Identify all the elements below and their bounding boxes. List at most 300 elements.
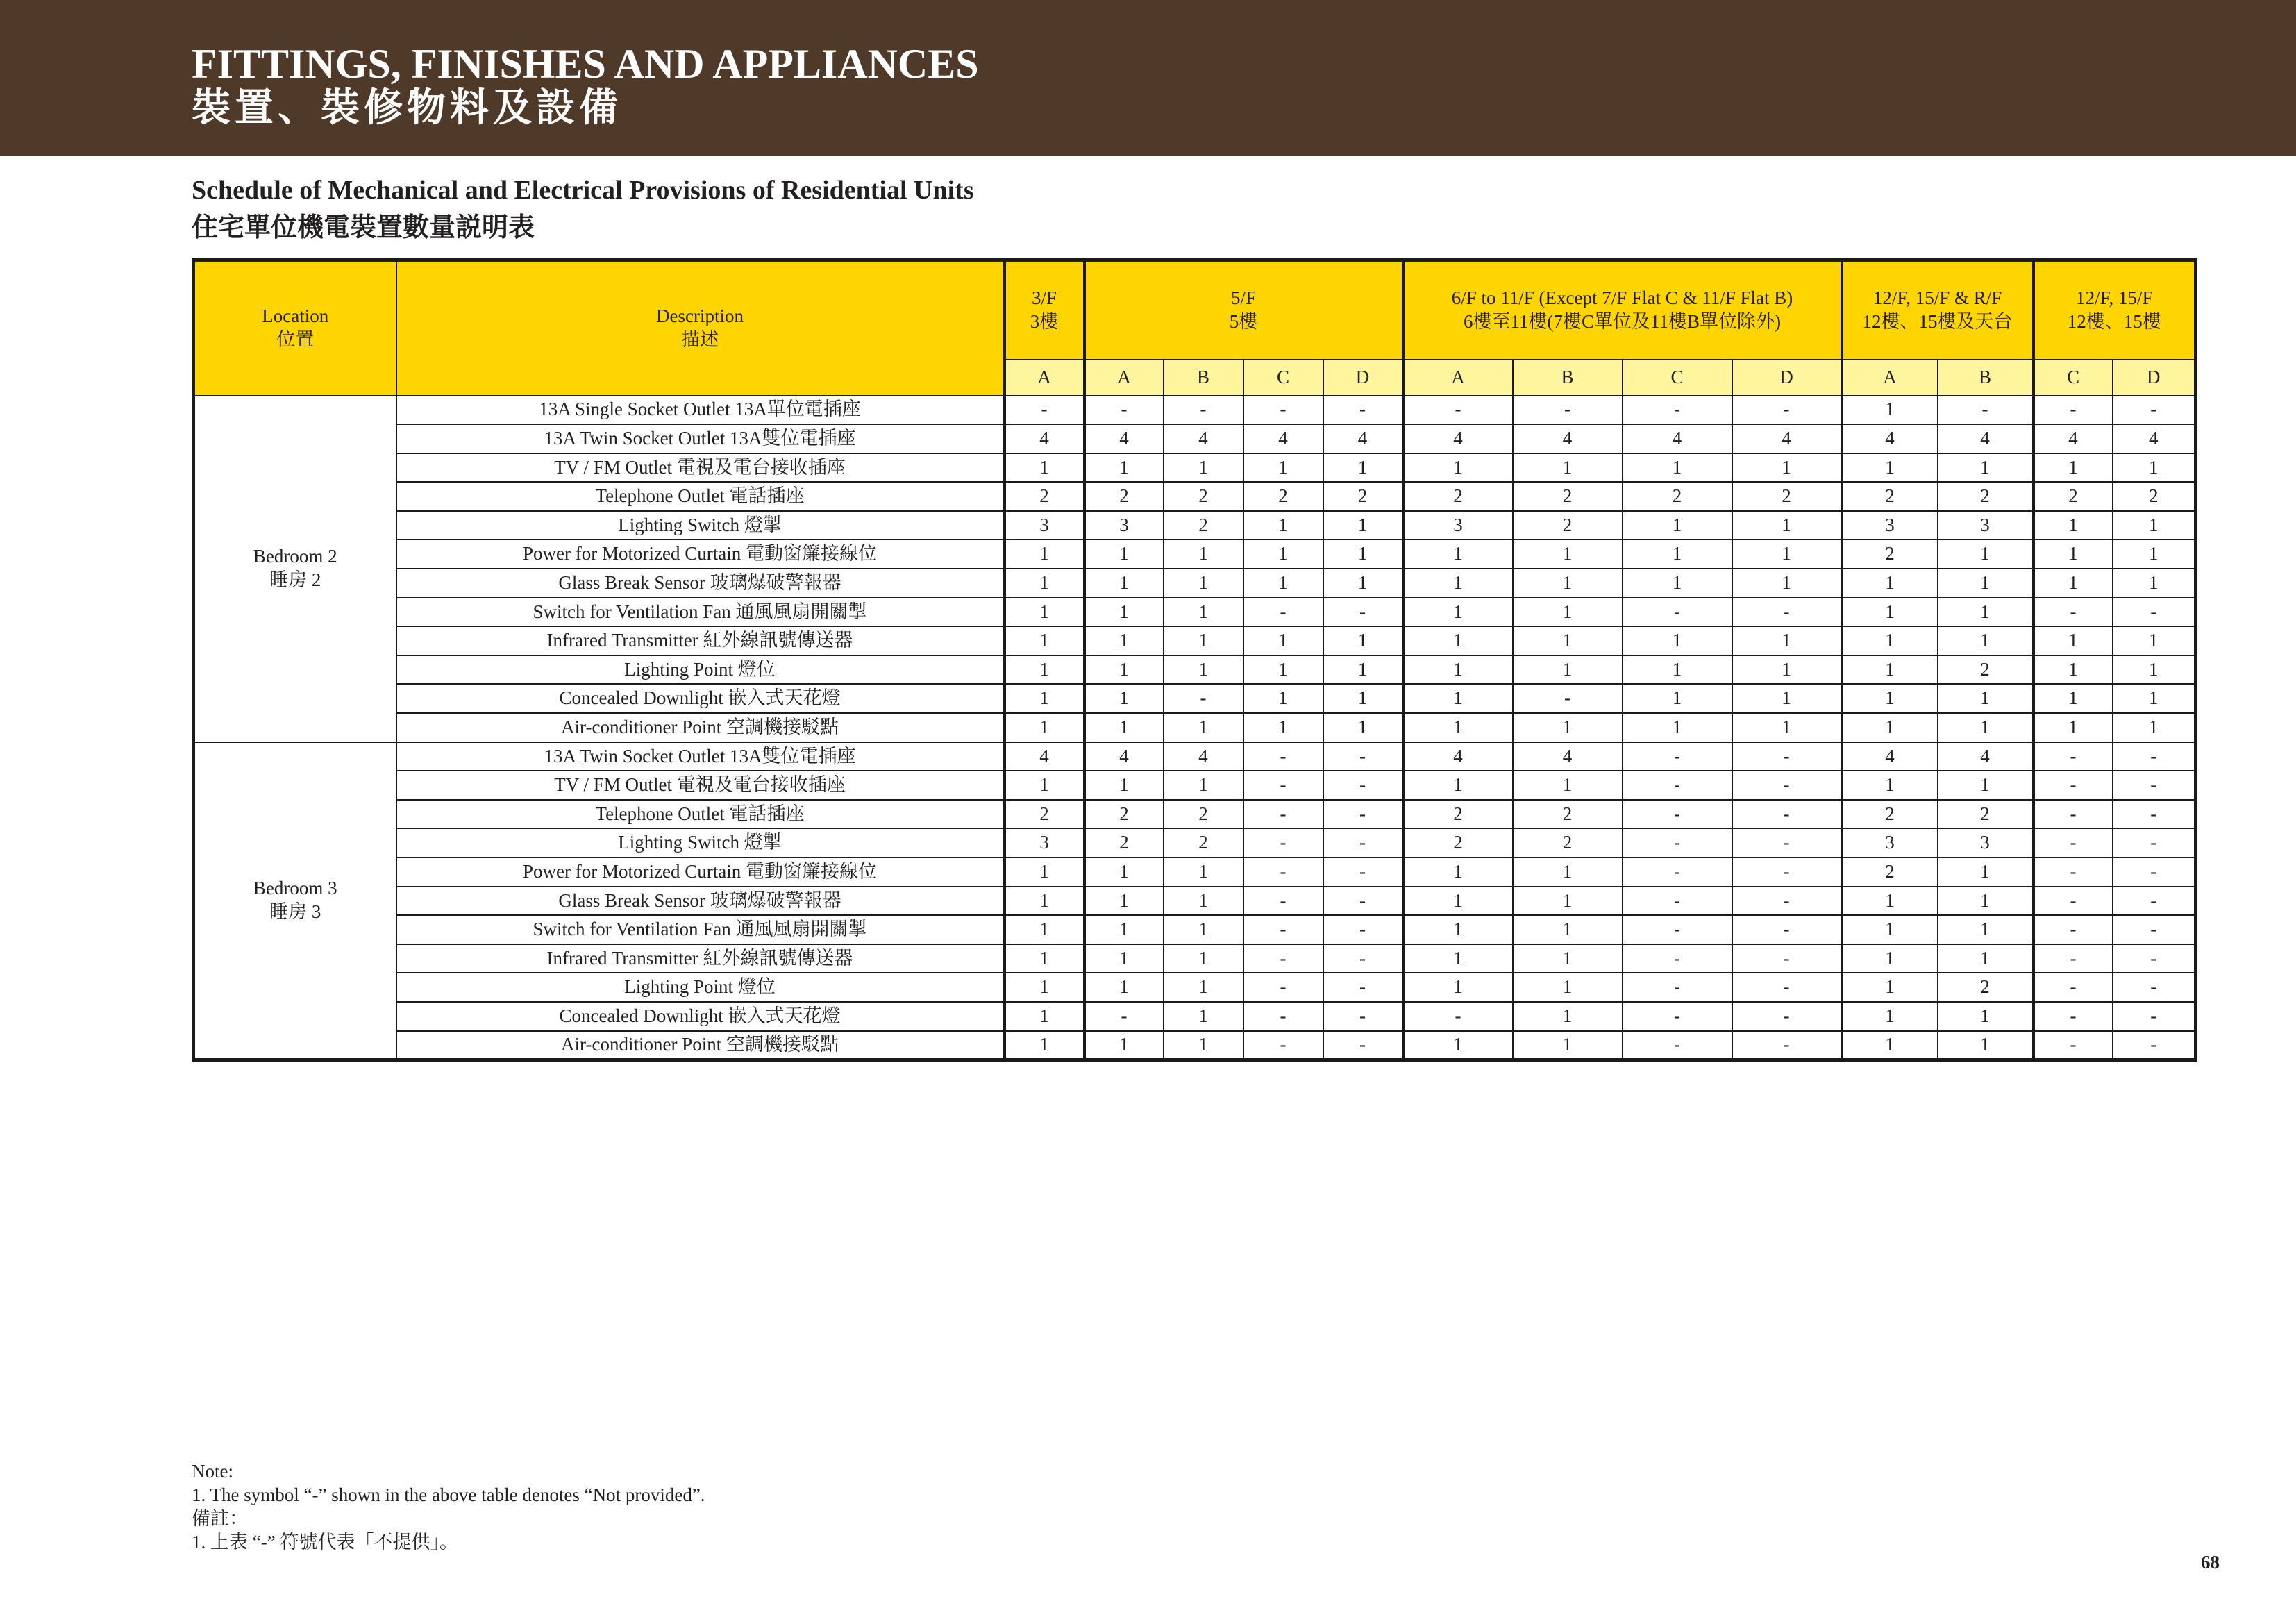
value-cell: - — [1084, 396, 1164, 425]
value-cell: 2 — [1842, 539, 1938, 569]
value-cell: 1 — [1323, 684, 1403, 713]
value-cell: 1 — [1164, 626, 1243, 655]
value-cell: - — [1243, 973, 1323, 1002]
value-cell: 1 — [2113, 713, 2196, 742]
value-cell: 3 — [1842, 511, 1938, 540]
flat-header: B — [1938, 360, 2034, 396]
value-cell: 1 — [1938, 915, 2034, 944]
value-cell: 1 — [1005, 713, 1084, 742]
value-cell: 1 — [1623, 453, 1732, 483]
table-row — [194, 684, 2196, 713]
value-cell: - — [1623, 944, 1732, 973]
value-cell: 4 — [1842, 424, 1938, 453]
value-cell: 1 — [2113, 569, 2196, 598]
value-cell: 1 — [1323, 453, 1403, 483]
description-cell: Lighting Switch 燈掣 — [396, 828, 1005, 857]
value-cell: - — [2113, 915, 2196, 944]
value-cell: 4 — [1084, 742, 1164, 771]
value-cell: 3 — [1403, 511, 1513, 540]
value-cell: - — [2113, 887, 2196, 916]
value-cell: 1 — [1513, 713, 1623, 742]
value-cell: - — [2113, 973, 2196, 1002]
value-cell: 1 — [1164, 453, 1243, 483]
table-row — [194, 511, 2196, 540]
value-cell: 2 — [1938, 973, 2034, 1002]
value-cell: 1 — [1513, 598, 1623, 627]
floor-group-header: 3/F 3樓 — [1005, 260, 1084, 360]
value-cell: 2 — [1938, 482, 2034, 511]
value-cell: - — [1243, 598, 1323, 627]
value-cell: 1 — [1243, 684, 1323, 713]
value-cell: - — [1243, 887, 1323, 916]
value-cell: 1 — [1403, 771, 1513, 800]
value-cell: 1 — [1732, 655, 1842, 685]
value-cell: 1 — [1513, 453, 1623, 483]
value-cell: 3 — [1084, 511, 1164, 540]
value-cell: 1 — [1084, 1031, 1164, 1060]
table-row — [194, 742, 2196, 771]
value-cell: - — [2113, 944, 2196, 973]
value-cell: 1 — [1842, 1031, 1938, 1060]
value-cell: - — [1732, 800, 1842, 829]
table-row — [194, 539, 2196, 569]
value-cell: 2 — [1084, 482, 1164, 511]
value-cell: 1 — [1243, 569, 1323, 598]
value-cell: 1 — [1938, 626, 2034, 655]
value-cell: - — [1513, 396, 1623, 425]
description-cell: TV / FM Outlet 電視及電台接收插座 — [396, 453, 1005, 483]
value-cell: - — [1513, 684, 1623, 713]
floor-group-header: 6/F to 11/F (Except 7/F Flat C & 11/F Flat B) 6樓至11樓(7樓C單位及11樓B單位除外) — [1403, 260, 1842, 360]
value-cell: 1 — [2034, 626, 2113, 655]
value-cell: 2 — [1164, 482, 1243, 511]
description-cell: Concealed Downlight 嵌入式天花燈 — [396, 684, 1005, 713]
note-line-en: 1. The symbol “-” shown in the above table denotes “Not provided”. — [192, 1484, 705, 1505]
value-cell: 1 — [1084, 539, 1164, 569]
value-cell: 1 — [1164, 539, 1243, 569]
value-cell: - — [1323, 1031, 1403, 1060]
value-cell: 1 — [1513, 539, 1623, 569]
page-number: 68 — [2201, 1552, 2220, 1573]
value-cell: 2 — [1623, 482, 1732, 511]
value-cell: 3 — [1938, 511, 2034, 540]
value-cell: 1 — [2034, 713, 2113, 742]
value-cell: - — [2034, 944, 2113, 973]
value-cell: - — [1005, 396, 1084, 425]
value-cell: - — [1164, 396, 1243, 425]
table-row — [194, 396, 2196, 425]
value-cell: 4 — [1164, 424, 1243, 453]
value-cell: 1 — [1323, 713, 1403, 742]
value-cell: 1 — [1084, 973, 1164, 1002]
value-cell: 1 — [1323, 511, 1403, 540]
value-cell: 1 — [1403, 453, 1513, 483]
description-cell: Switch for Ventilation Fan 通風風扇開關掣 — [396, 598, 1005, 627]
value-cell: 4 — [1005, 424, 1084, 453]
value-cell: - — [2034, 742, 2113, 771]
value-cell: 1 — [1005, 973, 1084, 1002]
value-cell: - — [1323, 828, 1403, 857]
table-row — [194, 424, 2196, 453]
value-cell: 3 — [1005, 511, 1084, 540]
value-cell: 1 — [1513, 944, 1623, 973]
value-cell: - — [2113, 1031, 2196, 1060]
value-cell: - — [1623, 1031, 1732, 1060]
value-cell: 1 — [1732, 713, 1842, 742]
value-cell: 1 — [1084, 944, 1164, 973]
value-cell: - — [2034, 915, 2113, 944]
description-cell: Infrared Transmitter 紅外線訊號傳送器 — [396, 626, 1005, 655]
value-cell: - — [1323, 944, 1403, 973]
value-cell: 1 — [1084, 771, 1164, 800]
value-cell: - — [1243, 944, 1323, 973]
flat-header: D — [1732, 360, 1842, 396]
value-cell: - — [1732, 973, 1842, 1002]
value-cell: - — [1623, 800, 1732, 829]
value-cell: 1 — [1513, 569, 1623, 598]
description-cell: Telephone Outlet 電話插座 — [396, 482, 1005, 511]
flat-header: C — [1243, 360, 1323, 396]
value-cell: 1 — [1084, 915, 1164, 944]
value-cell: - — [1323, 973, 1403, 1002]
flat-header: A — [1005, 360, 1084, 396]
value-cell: 1 — [1842, 713, 1938, 742]
value-cell: 1 — [1403, 539, 1513, 569]
value-cell: 1 — [1842, 973, 1938, 1002]
value-cell: 1 — [1842, 915, 1938, 944]
value-cell: - — [1243, 1002, 1323, 1031]
value-cell: 1 — [2034, 684, 2113, 713]
location-header: Location 位置 — [194, 260, 396, 396]
page-title-en: FITTINGS, FINISHES AND APPLIANCES — [192, 41, 979, 87]
table-row — [194, 569, 2196, 598]
value-cell: 4 — [1732, 424, 1842, 453]
value-cell: - — [1084, 1002, 1164, 1031]
description-cell: 13A Twin Socket Outlet 13A雙位電插座 — [396, 742, 1005, 771]
value-cell: 1 — [1164, 1031, 1243, 1060]
value-cell: - — [1732, 1031, 1842, 1060]
value-cell: 1 — [1938, 944, 2034, 973]
value-cell: 1 — [1623, 626, 1732, 655]
value-cell: 1 — [1403, 569, 1513, 598]
value-cell: 1 — [1005, 598, 1084, 627]
value-cell: 1 — [1732, 539, 1842, 569]
value-cell: 4 — [1403, 424, 1513, 453]
flat-header: B — [1164, 360, 1243, 396]
value-cell: - — [1623, 396, 1732, 425]
value-cell: 1 — [1938, 771, 2034, 800]
value-cell: 4 — [1623, 424, 1732, 453]
value-cell: 1 — [1513, 1002, 1623, 1031]
value-cell: 1 — [1005, 915, 1084, 944]
value-cell: 1 — [1243, 626, 1323, 655]
value-cell: 2 — [1403, 800, 1513, 829]
note-heading-zh: 備註： — [192, 1508, 248, 1529]
value-cell: 1 — [1842, 944, 1938, 973]
description-cell: TV / FM Outlet 電視及電台接收插座 — [396, 771, 1005, 800]
value-cell: 1 — [1323, 626, 1403, 655]
value-cell: 4 — [1403, 742, 1513, 771]
value-cell: - — [1323, 742, 1403, 771]
value-cell: 1 — [1164, 915, 1243, 944]
value-cell: 1 — [1403, 973, 1513, 1002]
value-cell: 2 — [1513, 800, 1623, 829]
value-cell: 1 — [1513, 973, 1623, 1002]
value-cell: 1 — [1005, 684, 1084, 713]
value-cell: 3 — [1842, 828, 1938, 857]
table-row — [194, 828, 2196, 857]
value-cell: 1 — [2034, 655, 2113, 685]
value-cell: - — [1732, 1002, 1842, 1031]
value-cell: 1 — [1164, 771, 1243, 800]
value-cell: - — [1732, 396, 1842, 425]
value-cell: 3 — [1005, 828, 1084, 857]
value-cell: - — [1732, 944, 1842, 973]
value-cell: 1 — [1005, 626, 1084, 655]
value-cell: 1 — [1005, 539, 1084, 569]
description-cell: Lighting Switch 燈掣 — [396, 511, 1005, 540]
value-cell: - — [1623, 857, 1732, 887]
table-row — [194, 1002, 2196, 1031]
value-cell: 1 — [1513, 655, 1623, 685]
flat-header: B — [1513, 360, 1623, 396]
value-cell: 1 — [1938, 1002, 2034, 1031]
value-cell: 1 — [1513, 626, 1623, 655]
value-cell: - — [1732, 598, 1842, 627]
description-cell: Concealed Downlight 嵌入式天花燈 — [396, 1002, 1005, 1031]
location-cell: Bedroom 3 睡房 3 — [194, 742, 396, 1060]
value-cell: 1 — [1164, 713, 1243, 742]
value-cell: 1 — [1732, 569, 1842, 598]
value-cell: 1 — [2034, 569, 2113, 598]
value-cell: 1 — [1323, 569, 1403, 598]
value-cell: 1 — [1403, 684, 1513, 713]
value-cell: 2 — [1842, 800, 1938, 829]
value-cell: 1 — [1842, 887, 1938, 916]
value-cell: 4 — [1243, 424, 1323, 453]
value-cell: 1 — [1842, 598, 1938, 627]
value-cell: 1 — [1842, 396, 1938, 425]
value-cell: 2 — [1164, 511, 1243, 540]
value-cell: - — [1623, 598, 1732, 627]
location-cell: Bedroom 2 睡房 2 — [194, 396, 396, 742]
value-cell: 1 — [1084, 713, 1164, 742]
value-cell: - — [1243, 771, 1323, 800]
value-cell: 1 — [1243, 453, 1323, 483]
value-cell: 1 — [1842, 569, 1938, 598]
flat-header: D — [1323, 360, 1403, 396]
value-cell: - — [1732, 915, 1842, 944]
value-cell: 1 — [1403, 857, 1513, 887]
description-cell: Power for Motorized Curtain 電動窗簾接線位 — [396, 539, 1005, 569]
value-cell: 1 — [1403, 655, 1513, 685]
value-cell: - — [2034, 887, 2113, 916]
value-cell: - — [1623, 973, 1732, 1002]
value-cell: - — [2034, 771, 2113, 800]
value-cell: 4 — [1842, 742, 1938, 771]
description-cell: Telephone Outlet 電話插座 — [396, 800, 1005, 829]
value-cell: - — [2034, 598, 2113, 627]
value-cell: 2 — [1084, 800, 1164, 829]
value-cell: 1 — [1403, 713, 1513, 742]
value-cell: - — [1403, 396, 1513, 425]
value-cell: - — [2113, 771, 2196, 800]
value-cell: 1 — [1938, 713, 2034, 742]
value-cell: - — [1732, 857, 1842, 887]
value-cell: 1 — [2113, 511, 2196, 540]
value-cell: 4 — [1513, 424, 1623, 453]
value-cell: - — [1938, 396, 2034, 425]
value-cell: - — [1323, 915, 1403, 944]
value-cell: 4 — [2034, 424, 2113, 453]
value-cell: - — [2113, 800, 2196, 829]
value-cell: - — [1623, 915, 1732, 944]
value-cell: 1 — [1938, 453, 2034, 483]
value-cell: - — [1243, 800, 1323, 829]
value-cell: 1 — [2113, 684, 2196, 713]
value-cell: - — [2034, 1031, 2113, 1060]
table-row — [194, 915, 2196, 944]
description-cell: Lighting Point 燈位 — [396, 973, 1005, 1002]
value-cell: 2 — [1732, 482, 1842, 511]
table-row — [194, 655, 2196, 685]
value-cell: 4 — [1084, 424, 1164, 453]
description-cell: Glass Break Sensor 玻璃爆破警報器 — [396, 569, 1005, 598]
value-cell: 1 — [1164, 655, 1243, 685]
description-cell: Air-conditioner Point 空調機接駁點 — [396, 1031, 1005, 1060]
value-cell: 1 — [1005, 1031, 1084, 1060]
value-cell: 3 — [1938, 828, 2034, 857]
table-body — [194, 396, 2196, 1060]
value-cell: 1 — [1323, 539, 1403, 569]
value-cell: 2 — [1842, 482, 1938, 511]
value-cell: 1 — [1084, 887, 1164, 916]
description-header: Description 描述 — [396, 260, 1005, 396]
flat-header: A — [1084, 360, 1164, 396]
description-cell: Air-conditioner Point 空調機接駁點 — [396, 713, 1005, 742]
value-cell: - — [1323, 1002, 1403, 1031]
description-cell: Power for Motorized Curtain 電動窗簾接線位 — [396, 857, 1005, 887]
value-cell: 1 — [1403, 915, 1513, 944]
value-cell: - — [2034, 828, 2113, 857]
description-cell: Lighting Point 燈位 — [396, 655, 1005, 685]
table-row — [194, 598, 2196, 627]
flat-header: A — [1842, 360, 1938, 396]
value-cell: 4 — [1005, 742, 1084, 771]
value-cell: 1 — [1084, 684, 1164, 713]
table-row — [194, 800, 2196, 829]
value-cell: 2 — [1005, 800, 1084, 829]
floor-group-header: 12/F, 15/F & R/F 12樓、15樓及天台 — [1842, 260, 2034, 360]
note-heading-en: Note: — [192, 1461, 233, 1482]
description-cell: Glass Break Sensor 玻璃爆破警報器 — [396, 887, 1005, 916]
value-cell: - — [1323, 887, 1403, 916]
value-cell: 1 — [1005, 857, 1084, 887]
value-cell: 1 — [1164, 569, 1243, 598]
value-cell: 1 — [1164, 857, 1243, 887]
value-cell: - — [1623, 1002, 1732, 1031]
value-cell: 1 — [2034, 453, 2113, 483]
value-cell: - — [1403, 1002, 1513, 1031]
provisions-table — [192, 258, 2197, 1062]
value-cell: - — [2113, 1002, 2196, 1031]
value-cell: 4 — [1323, 424, 1403, 453]
value-cell: - — [2034, 857, 2113, 887]
value-cell: - — [2034, 800, 2113, 829]
value-cell: 1 — [1938, 887, 2034, 916]
value-cell: - — [1243, 396, 1323, 425]
floor-group-header: 5/F 5樓 — [1084, 260, 1403, 360]
value-cell: - — [1623, 828, 1732, 857]
value-cell: 1 — [1005, 771, 1084, 800]
value-cell: 4 — [1938, 742, 2034, 771]
value-cell: 2 — [1403, 482, 1513, 511]
table-row — [194, 713, 2196, 742]
value-cell: 4 — [1938, 424, 2034, 453]
value-cell: - — [2034, 1002, 2113, 1031]
value-cell: 1 — [1005, 453, 1084, 483]
value-cell: 2 — [1243, 482, 1323, 511]
value-cell: 2 — [1513, 511, 1623, 540]
value-cell: 1 — [2034, 511, 2113, 540]
value-cell: 1 — [2113, 626, 2196, 655]
value-cell: - — [2113, 742, 2196, 771]
value-cell: 1 — [1403, 626, 1513, 655]
value-cell: 2 — [1164, 800, 1243, 829]
value-cell: 1 — [1243, 511, 1323, 540]
value-cell: - — [2113, 598, 2196, 627]
value-cell: 1 — [1243, 655, 1323, 685]
value-cell: - — [1623, 771, 1732, 800]
value-cell: 2 — [1938, 655, 2034, 685]
value-cell: - — [1243, 915, 1323, 944]
value-cell: 1 — [1084, 626, 1164, 655]
value-cell: 2 — [2113, 482, 2196, 511]
value-cell: 1 — [1732, 511, 1842, 540]
value-cell: 4 — [2113, 424, 2196, 453]
flat-header: D — [2113, 360, 2196, 396]
section-title-zh: 住宅單位機電裝置數量説明表 — [192, 213, 535, 242]
value-cell: - — [1243, 1031, 1323, 1060]
value-cell: 2 — [1323, 482, 1403, 511]
value-cell: 1 — [1623, 713, 1732, 742]
value-cell: 1 — [1403, 1031, 1513, 1060]
value-cell: - — [1243, 857, 1323, 887]
value-cell: 1 — [1403, 887, 1513, 916]
table-row — [194, 944, 2196, 973]
value-cell: 1 — [1323, 655, 1403, 685]
value-cell: 1 — [2113, 655, 2196, 685]
value-cell: - — [1323, 771, 1403, 800]
value-cell: - — [2034, 973, 2113, 1002]
value-cell: 1 — [1084, 655, 1164, 685]
value-cell: 1 — [1084, 857, 1164, 887]
value-cell: 1 — [1842, 453, 1938, 483]
value-cell: 1 — [1403, 944, 1513, 973]
value-cell: 1 — [1623, 684, 1732, 713]
value-cell: 1 — [1842, 771, 1938, 800]
value-cell: 1 — [1842, 684, 1938, 713]
value-cell: 1 — [1005, 569, 1084, 598]
table-row — [194, 626, 2196, 655]
value-cell: 2 — [1005, 482, 1084, 511]
value-cell: - — [1623, 742, 1732, 771]
table-row — [194, 482, 2196, 511]
value-cell: 1 — [1164, 973, 1243, 1002]
flat-header: C — [1623, 360, 1732, 396]
description-cell: Infrared Transmitter 紅外線訊號傳送器 — [396, 944, 1005, 973]
value-cell: 2 — [1164, 828, 1243, 857]
